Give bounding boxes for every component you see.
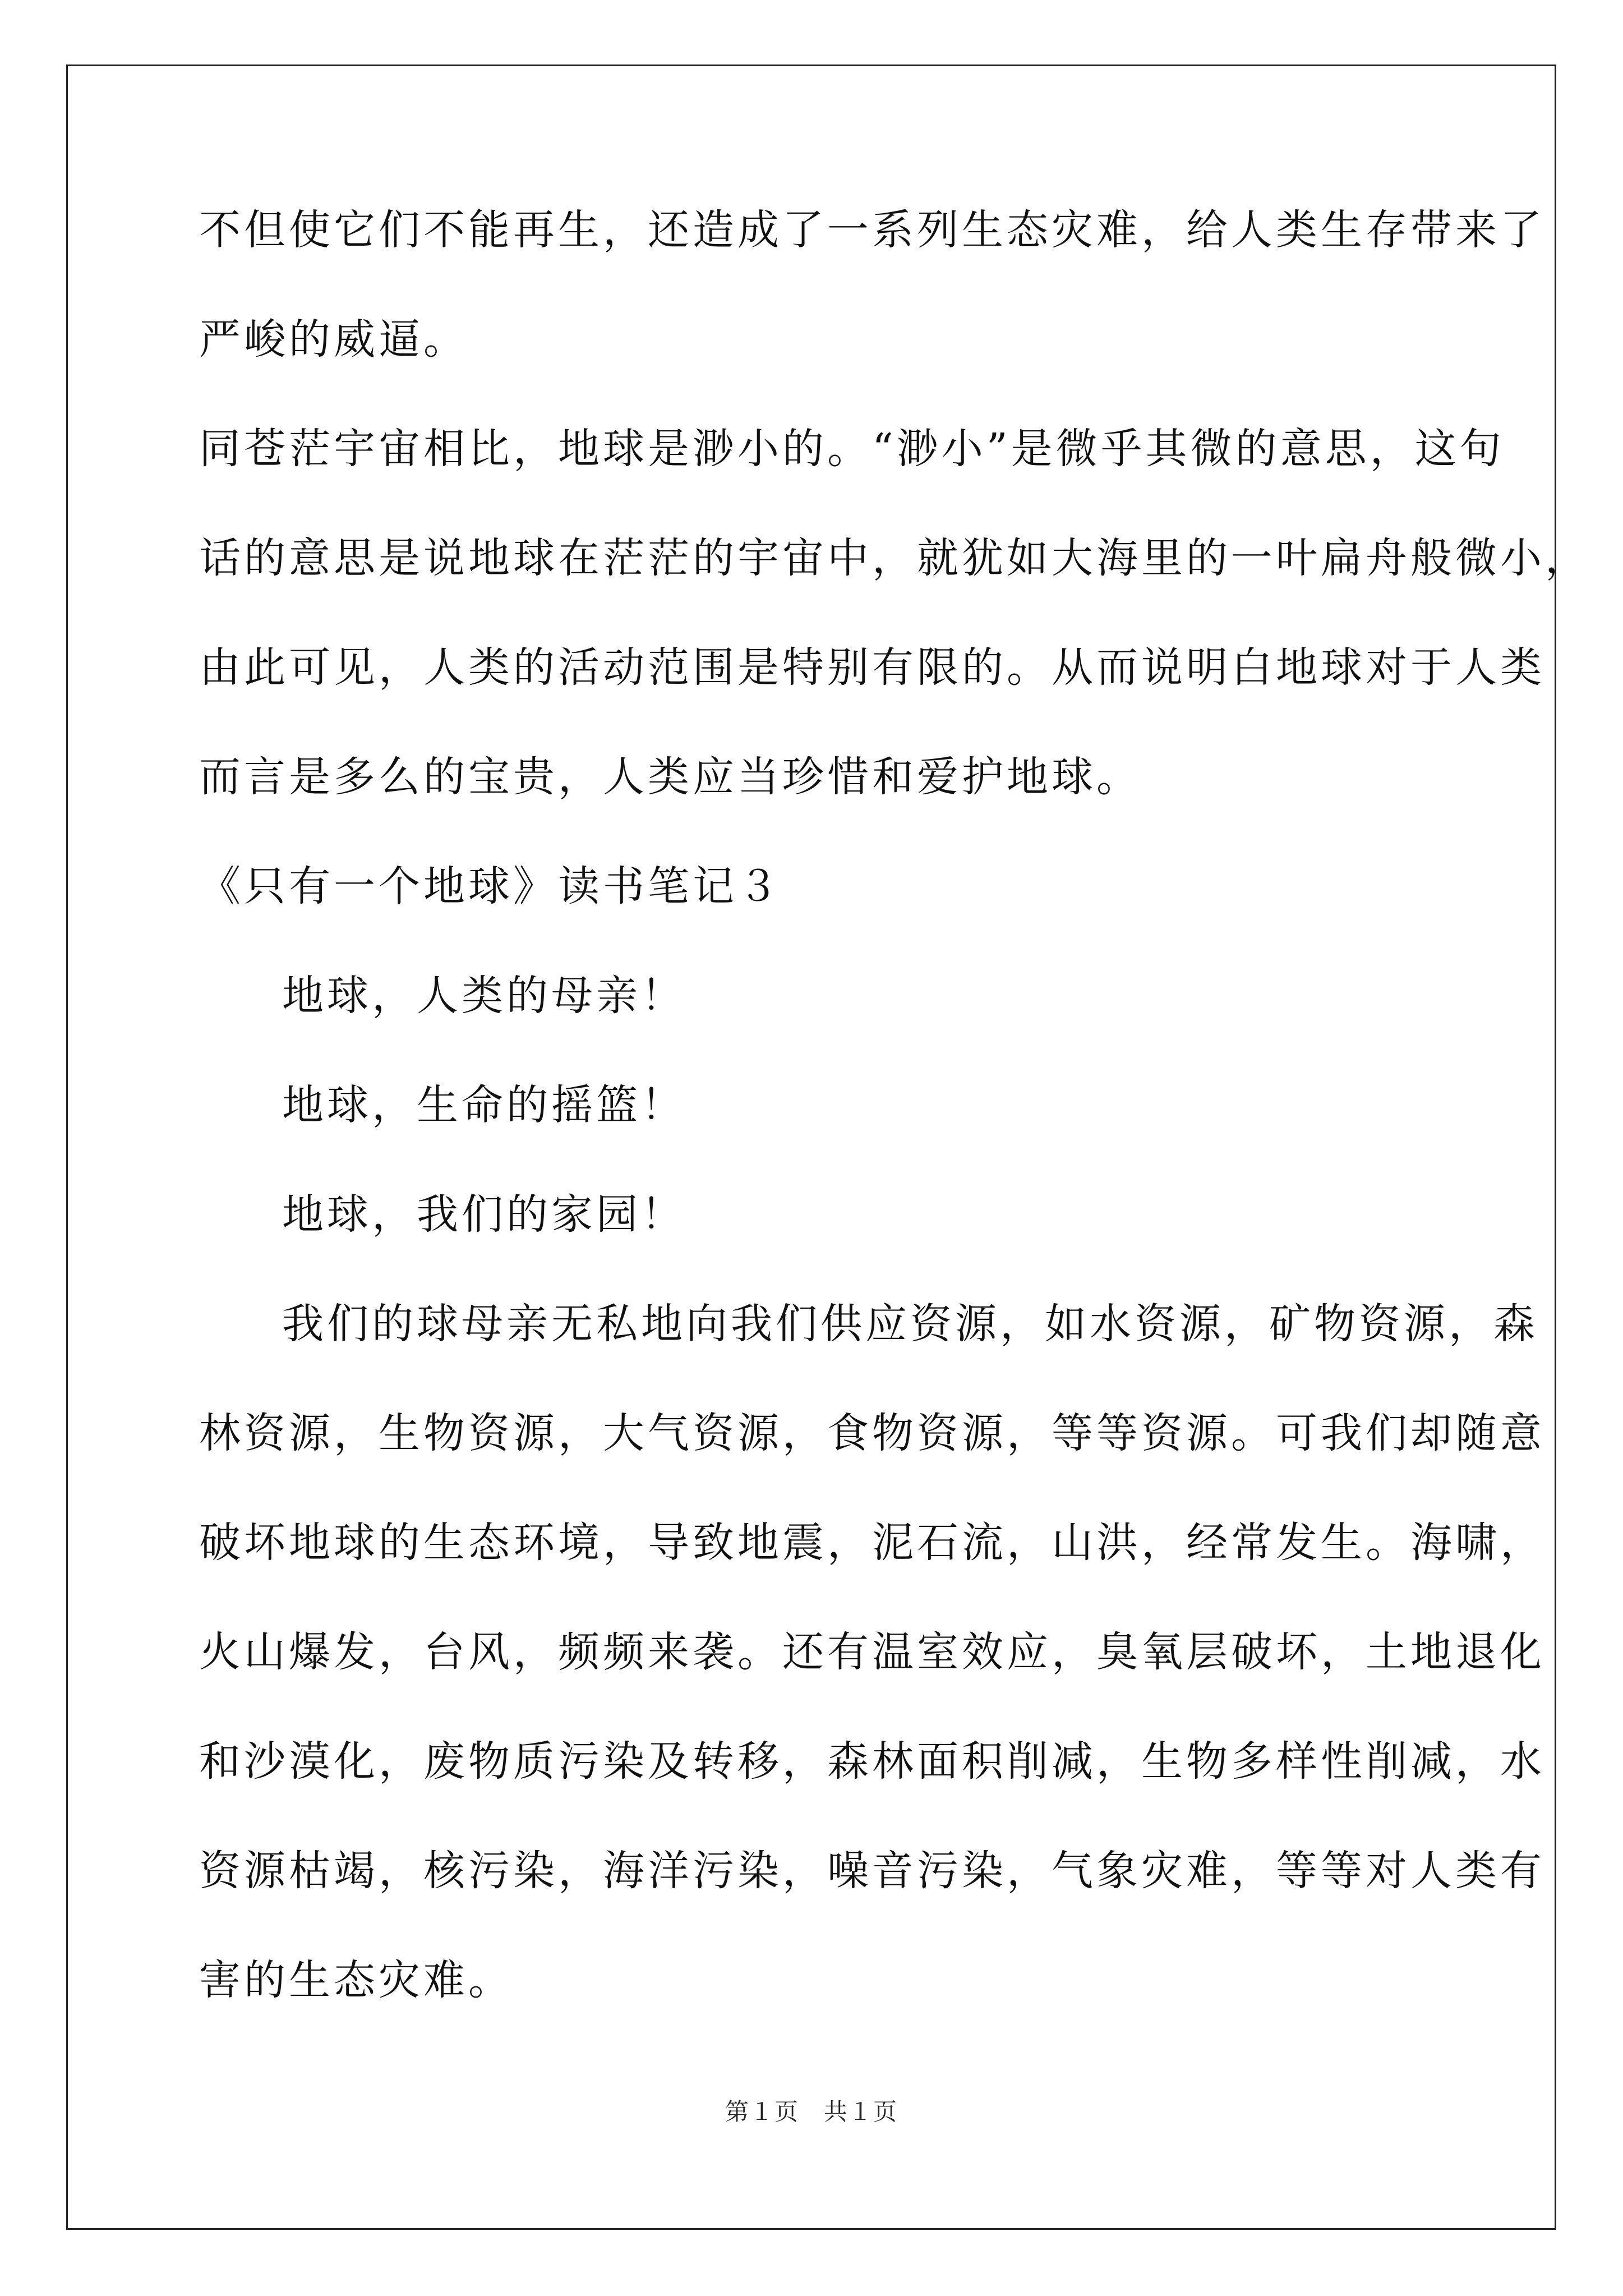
- text-line: 林资源，生物资源，大气资源，食物资源，等等资源。可我们却随意: [199, 1409, 1545, 1457]
- text-line: 话的意思是说地球在茫茫的宇宙中，就犹如大海里的一叶扁舟般微小，: [199, 534, 1590, 582]
- text-line: 同苍茫宇宙相比，地球是渺小的。“渺小”是微乎其微的意思，这句: [199, 425, 1505, 473]
- text-line: 地球，生命的摇篮！: [282, 1081, 686, 1129]
- page-border: [66, 65, 1556, 2230]
- text-line: 害的生态灾难。: [199, 1956, 513, 2004]
- text-line: 地球，人类的母亲！: [282, 972, 686, 1020]
- page-footer: 第１页 共１页: [725, 2098, 898, 2125]
- text-line: 我们的球母亲无私地向我们供应资源，如水资源，矿物资源，森: [282, 1300, 1538, 1348]
- text-line: 不但使它们不能再生，还造成了一系列生态灾难，给人类生存带来了: [199, 206, 1545, 254]
- text-line: 破坏地球的生态环境，导致地震，泥石流，山洪，经常发生。海啸，: [199, 1519, 1545, 1567]
- text-line: 严峻的威逼。: [199, 315, 468, 364]
- text-line: 而言是多么的宝贵，人类应当珍惜和爱护地球。: [199, 753, 1141, 801]
- text-line: 地球，我们的家园！: [282, 1190, 686, 1239]
- text-line: 火山爆发，台风，频频来袭。还有温室效应，臭氧层破坏，土地退化: [199, 1628, 1545, 1676]
- text-line: 资源枯竭，核污染，海洋污染，噪音污染，气象灾难，等等对人类有: [199, 1847, 1545, 1895]
- section-heading: 《只有一个地球》读书笔记３: [199, 862, 782, 910]
- text-line: 和沙漠化，废物质污染及转移，森林面积削减，生物多样性削减，水: [199, 1737, 1545, 1786]
- text-line: 由此可见，人类的活动范围是特别有限的。从而说明白地球对于人类: [199, 643, 1545, 692]
